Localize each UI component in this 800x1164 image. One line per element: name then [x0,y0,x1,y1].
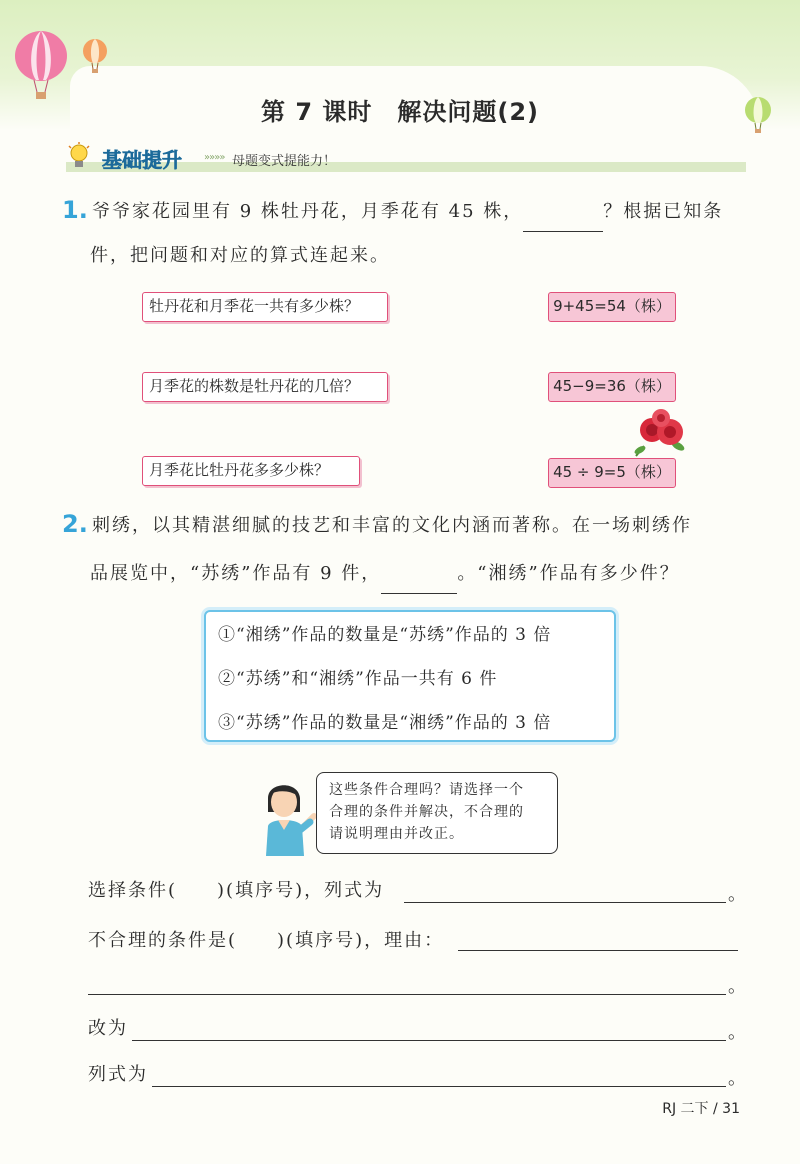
question-1-line-1 [92,192,723,232]
formula-box-subtract[interactable]: 45−9=36（株） [548,372,676,402]
page-title: 第 7 课时 解决问题(2) [260,98,540,126]
answer-select-line[interactable] [404,902,726,903]
condition-2: ②“苏绣”和“湘绣”作品一共有 6 件 [218,669,498,689]
question-2-line-1: 刺绣，以其精湛细腻的技艺和丰富的文化内涵而著称。在一场刺绣作 [92,515,692,536]
rose-icon [630,406,688,462]
small-balloon-icon [80,38,110,74]
condition-1: ①“湘绣”作品的数量是“苏绣”作品的 3 倍 [218,625,552,645]
answer-invalid-label: 不合理的条件是( )(填序号)，理由： [88,930,445,951]
formula-box-add[interactable]: 9+45=54（株） [548,292,676,322]
question-1-text-a: 爷爷家花园里有 9 株牡丹花，月季花有 45 株， [92,201,524,222]
answer-invalid-line[interactable] [458,950,738,951]
section-bar [66,146,746,172]
teacher-figure-icon [258,776,324,856]
question-1-text-b: ？根据已知条 [603,201,724,222]
question-box-difference[interactable]: 月季花比牡丹花多多少株？ [142,456,360,486]
question-box-times[interactable]: 月季花的株数是牡丹花的几倍？ [142,372,388,402]
speech-bubble [316,772,558,854]
answer-formula-period: 。 [728,1068,746,1089]
question-2-line-2 [90,554,680,594]
question-box-total[interactable]: 牡丹花和月季花一共有多少株？ [142,292,388,322]
question-2-blank[interactable] [381,574,457,594]
answer-formula-line[interactable] [152,1086,726,1087]
answer-change-label: 改为 [88,1018,128,1039]
page-number: RJ 二下 / 31 [662,1101,740,1117]
answer-select-label: 选择条件( )(填序号)，列式为 [88,880,385,901]
speech-line-2: 合理的条件并解决，不合理的 [329,804,524,820]
speech-line-3: 请说明理由并改正。 [329,826,464,842]
section-title: 基础提升 [102,148,182,172]
question-1-line-2: 件，把问题和对应的算式连起来。 [90,245,390,266]
answer-change-line[interactable] [132,1040,726,1041]
question-1-number: 1. [62,196,88,224]
lightbulb-icon [66,142,92,172]
question-2-text-b: 。“湘绣”作品有多少件？ [457,563,680,584]
condition-3: ③“苏绣”作品的数量是“湘绣”作品的 3 倍 [218,713,552,733]
question-2-number: 2. [62,510,88,538]
question-2-text-a: 品展览中，“苏绣”作品有 9 件， [90,563,382,584]
answer-change-period: 。 [728,1022,746,1043]
section-dots: »»»» [204,152,225,163]
answer-reason-period: 。 [728,976,746,997]
answer-formula-label: 列式为 [88,1064,148,1085]
conditions-box [204,610,616,742]
answer-reason-line[interactable] [88,994,726,995]
formula-box-divide[interactable]: 45 ÷ 9=5（株） [548,458,676,488]
answer-select-period: 。 [728,884,746,905]
question-1-blank[interactable] [523,212,603,232]
speech-line-1: 这些条件合理吗？请选择一个 [329,782,524,798]
section-subtitle: 母题变式提能力！ [232,154,337,169]
